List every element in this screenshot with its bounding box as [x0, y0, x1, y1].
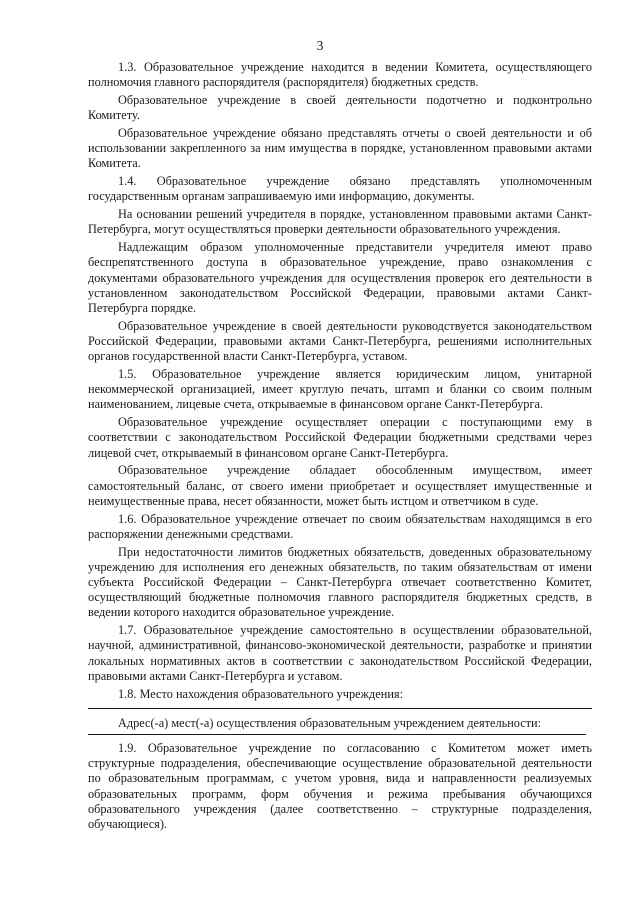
address-label: Адрес(-а) мест(-а) осуществления образовательным учреждением деятельности: — [118, 715, 542, 730]
paragraph-1-7: 1.7. Образовательное учреждение самостоятельно в осуществлении образовательной, научной, административной, финансово-экономической деятельности, разработке и принятии локальных нормативных актов в соответствии с законодательством Российской Федерации, правовыми актами Санкт-Петербурга и уставом. — [88, 623, 592, 683]
paragraph-1-4: 1.4. Образовательное учреждение обязано представлять уполномоченным государственным органам запрашиваемую ими информацию, документы. — [88, 174, 592, 204]
paragraph-1-3: 1.3. Образовательное учреждение находится в ведении Комитета, осуществляющего полномочия главного распорядителя (распорядителя) бюджетных средств. — [88, 60, 592, 90]
paragraph-1-9: 1.9. Образовательное учреждение по согласованию с Комитетом может иметь структурные подразделения, обеспечивающие осуществление образовательной деятельности по образовательным программам, с учетом уровня, вида и направленности реализуемых образовательных программ, форм обучения и режима пребывания обучающихся образовательного учреждения (далее соответственно – структурные подразделения, обучающиеся). — [88, 741, 592, 832]
paragraph-reports: Образовательное учреждение обязано представлять отчеты о своей деятельности и об использовании закрепленного за ним имущества в порядке, установленном правовыми актами Комитета. — [88, 126, 592, 171]
paragraph-insufficiency: При недостаточности лимитов бюджетных обязательств, доведенных образовательному учреждению для исполнения его денежных обязательств, по таким обязательствам от имени субъекта Российской Федерации – Санкт-Петербурга отвечает соответственно Комитет, осуществляющий бюджетные полномочия главного распорядителя бюджетных средств, в ведении которого находится образовательное учреждение. — [88, 544, 592, 620]
paragraph-property: Образовательное учреждение обладает обособленным имуществом, имеет самостоятельный баланс, от своего имени приобретает и осуществляет имущественные и неимущественные права, несет обязанности, может быть истцом и ответчиком в суде. — [88, 463, 592, 508]
location-fill-line — [88, 708, 592, 709]
paragraph-guidance: Образовательное учреждение в своей деятельности руководствуется законодательством Российской Федерации, правовыми актами Санкт-Петербурга, решениями исполнительных органов государственной власти Санкт-Петербурга, уставом. — [88, 318, 592, 364]
document-body — [88, 60, 592, 835]
paragraph-1-5: 1.5. Образовательное учреждение является юридическим лицом, унитарной некоммерческой организацией, имеет круглую печать, штамп и бланки со своим полным наименованием, лицевые счета, открываемые в финансовом органе Санкт-Петербурга. — [88, 367, 592, 412]
paragraph-1-6: 1.6. Образовательное учреждение отвечает по своим обязательствам находящимся в его распоряжении денежными средствами. — [88, 511, 592, 541]
page-number: 3 — [316, 38, 324, 53]
paragraph-inspections: На основании решений учредителя в порядке, установленном правовыми актами Санкт-Петербурга, могут осуществляться проверки деятельности образовательного учреждения. — [88, 207, 592, 237]
paragraph-operations: Образовательное учреждение осуществляет операции с поступающими ему в соответствии с законодательством Российской Федерации бюджетными средствами через лицевой счет, открываемый в финансовом органе Санкт-Петербурга. — [88, 415, 592, 460]
paragraph-access-right: Надлежащим образом уполномоченные представители учредителя имеют право беспрепятственного доступа в образовательное учреждение, право ознакомления с документами образовательного учреждения для осуществления проверок его деятельности в установленном законодательством Российской Федерации, правовыми актами Санкт-Петербурга порядке. — [88, 240, 592, 316]
address-fill-line — [88, 734, 586, 735]
paragraph-subordination: Образовательное учреждение в своей деятельности подотчетно и подконтрольно Комитету. — [88, 93, 592, 123]
paragraph-1-8-location-label: 1.8. Место нахождения образовательного учреждения: — [118, 686, 403, 701]
